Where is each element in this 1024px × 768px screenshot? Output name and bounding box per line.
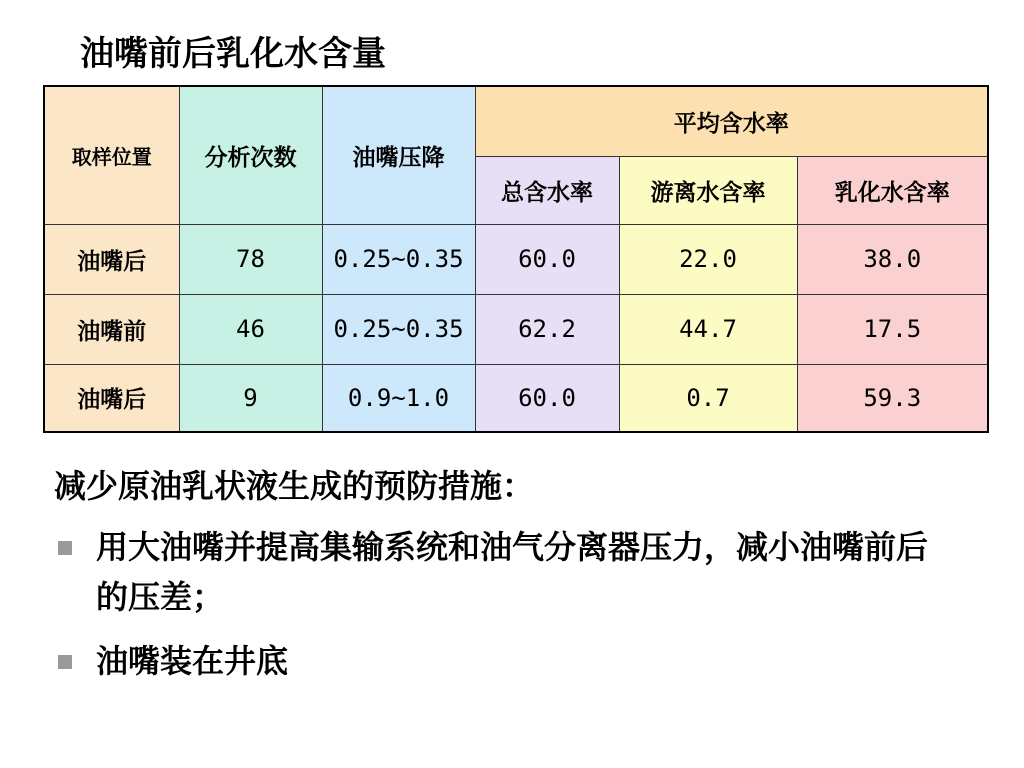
measures-heading: 减少原油乳状液生成的预防措施： [54,467,535,505]
list-item-text: 用大油嘴并提高集输系统和油气分离器压力，减小油嘴前后的压差； [96,528,929,616]
cell-pressure: 0.9~1.0 [322,364,475,432]
cell-emulsified: 38.0 [797,224,988,294]
cell-free: 0.7 [619,364,797,432]
cell-position: 油嘴前 [44,294,179,364]
cell-count: 78 [179,224,322,294]
cell-total: 60.0 [475,364,619,432]
square-bullet-icon [58,655,72,669]
cell-total: 60.0 [475,224,619,294]
cell-free: 44.7 [619,294,797,364]
header-free-water: 游离水含率 [619,156,797,224]
header-average-water-content: 平均含水率 [475,86,988,156]
slide-title: 油嘴前后乳化水含量 [80,34,386,74]
header-total-water: 总含水率 [475,156,619,224]
header-analysis-count: 分析次数 [179,86,322,224]
cell-position: 油嘴后 [44,364,179,432]
cell-count: 9 [179,364,322,432]
cell-free: 22.0 [619,224,797,294]
table-row [44,294,988,364]
header-emulsified-water: 乳化水含率 [797,156,988,224]
measures-list [54,522,954,700]
table-header-row [44,86,988,156]
cell-pressure: 0.25~0.35 [322,224,475,294]
header-sampling-position: 取样位置 [44,86,179,224]
list-item-text: 油嘴装在井底 [96,642,289,680]
table-row [44,364,988,432]
water-content-table [43,85,989,433]
list-item [54,522,954,622]
square-bullet-icon [58,541,72,555]
cell-count: 46 [179,294,322,364]
list-item [54,636,954,686]
cell-emulsified: 59.3 [797,364,988,432]
header-nozzle-pressure-drop: 油嘴压降 [322,86,475,224]
cell-emulsified: 17.5 [797,294,988,364]
cell-position: 油嘴后 [44,224,179,294]
cell-total: 62.2 [475,294,619,364]
cell-pressure: 0.25~0.35 [322,294,475,364]
table-row [44,224,988,294]
